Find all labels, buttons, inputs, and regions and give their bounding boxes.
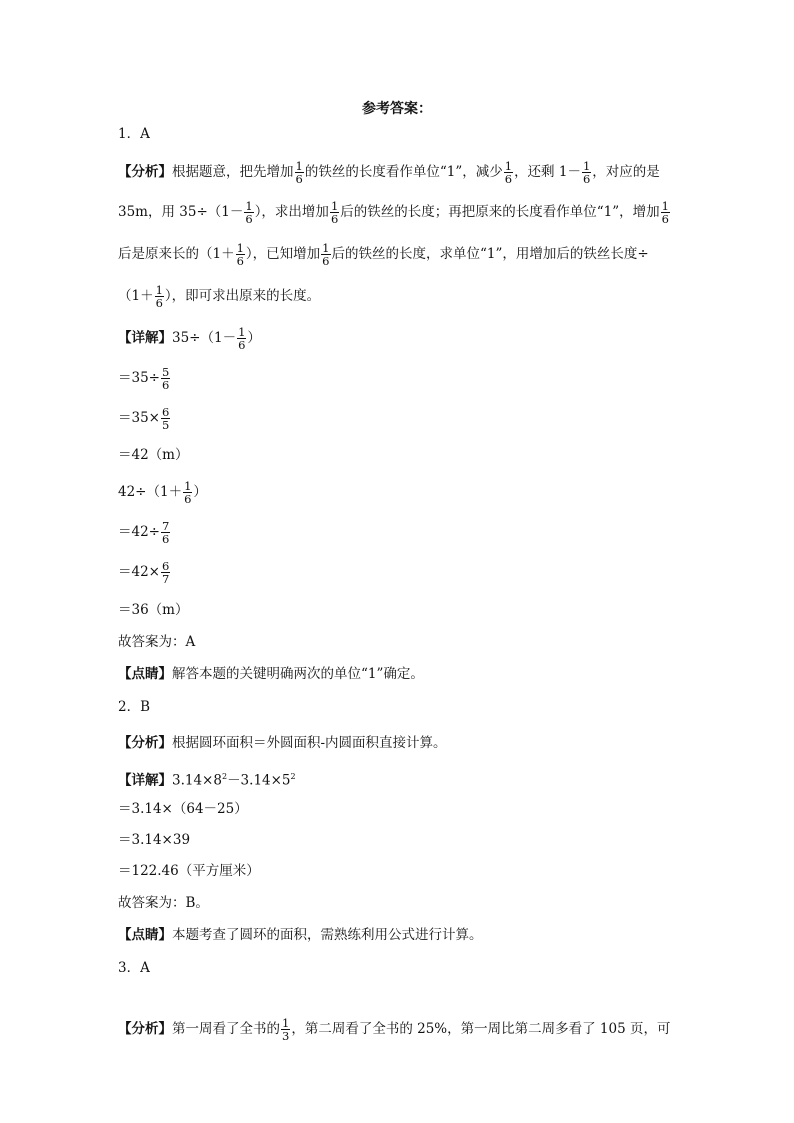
- q1-detail-line-1: 【详解】35÷（1－ $\frac{1}{6}$ ）: [118, 325, 261, 352]
- q1-detail-line-6: ＝42÷ $\frac{7}{6}$: [118, 519, 170, 546]
- q1-analysis-line-3: 后是原来长的（1＋ $\frac{1}{6}$ ），已知增加 $\frac{1}{6}$ 后的铁丝的长度，求单位“1”，用增加后的铁丝长度÷: [118, 241, 649, 268]
- fraction-one-sixth: $\frac{1}{6}$: [582, 159, 591, 186]
- q2-analysis: 【分析】根据圆环面积＝外圆面积-内圆面积直接计算。: [118, 735, 447, 751]
- fraction-one-sixth: $\frac{1}{6}$: [184, 479, 192, 506]
- q3-label: 3．A: [118, 960, 150, 976]
- q2-point: 【点睛】本题考查了圆环的面积，需熟练利用公式进行计算。: [118, 927, 483, 943]
- analysis-tag: 【分析】: [118, 1021, 172, 1037]
- fraction-seven-sixths: $\frac{7}{6}$: [162, 519, 170, 546]
- q1-label: 1．A: [118, 126, 150, 142]
- q2-detail-line-4: ＝122.46（平方厘米）: [118, 863, 260, 879]
- fraction-one-sixth: $\frac{1}{6}$: [504, 159, 513, 186]
- analysis-tag: 【分析】: [118, 164, 172, 180]
- q1-analysis-line-2: 35m，用 35÷（1－ $\frac{1}{6}$ ），求出增加 $\frac{1}{6}$ 后的铁丝的长度；再把原来的长度看作单位“1”，增加 $\frac{1}{6}$: [118, 199, 669, 226]
- fraction-one-sixth: $\frac{1}{6}$: [330, 199, 339, 226]
- fraction-one-sixth: $\frac{1}{6}$: [245, 199, 253, 226]
- q1-point: 【点睛】解答本题的关键明确两次的单位“1”确定。: [118, 666, 424, 682]
- q1-answer: 故答案为：A: [118, 634, 196, 650]
- q1-analysis-line-4: （1＋ $\frac{1}{6}$ ），即可求出原来的长度。: [118, 283, 321, 310]
- fraction-one-sixth: $\frac{1}{6}$: [155, 283, 163, 310]
- fraction-one-sixth: $\frac{1}{6}$: [295, 159, 303, 186]
- q1-detail-line-3: ＝35× $\frac{6}{5}$: [118, 405, 170, 432]
- page-title: 参考答案：: [362, 101, 432, 117]
- q2-detail-line-3: ＝3.14×39: [118, 832, 191, 848]
- fraction-six-sevenths: $\frac{6}{7}$: [162, 559, 170, 586]
- q3-analysis: 【分析】第一周看了全书的 $\frac{1}{3}$ ，第二周看了全书的 25%，第一周比第二周多看了 105 页，可: [118, 1016, 671, 1043]
- detail-tag: 【详解】: [118, 772, 172, 789]
- q1-detail-line-8: ＝36（m）: [118, 602, 189, 618]
- q1-detail-line-7: ＝42× $\frac{6}{7}$: [118, 559, 170, 586]
- q1-analysis-line-1: 【分析】根据题意，把先增加 $\frac{1}{6}$ 的铁丝的长度看作单位“1”，减少 $\frac{1}{6}$ ，还剩 1－ $\frac{1}{6}$ ，对应的是: [118, 159, 660, 186]
- q2-label: 2．B: [118, 699, 151, 715]
- fraction-one-sixth: $\frac{1}{6}$: [236, 241, 244, 268]
- fraction-one-third: $\frac{1}{3}$: [282, 1016, 290, 1043]
- q1-detail-line-4: ＝42（m）: [118, 447, 189, 463]
- q2-detail-line-1: 【详解】$3.14\times 8^2-3.14\times 5^2$: [118, 772, 296, 789]
- q2-detail-line-2: ＝3.14×（64－25）: [118, 801, 248, 817]
- exponent: 2: [290, 772, 296, 781]
- q2-answer: 故答案为：B。: [118, 895, 209, 911]
- fraction-five-sixths: $\frac{5}{6}$: [162, 365, 170, 392]
- exponent: 2: [221, 772, 228, 781]
- q1-detail-line-2: ＝35÷ $\frac{5}{6}$: [118, 365, 170, 392]
- q1-detail-line-5: 42÷（1＋ $\frac{1}{6}$ ）: [118, 479, 207, 506]
- fraction-one-sixth: $\frac{1}{6}$: [661, 199, 669, 226]
- detail-tag: 【详解】: [118, 330, 172, 346]
- fraction-six-fifths: $\frac{6}{5}$: [162, 405, 170, 432]
- point-tag: 【点睛】: [118, 927, 172, 943]
- fraction-one-sixth: $\frac{1}{6}$: [238, 325, 246, 352]
- analysis-tag: 【分析】: [118, 735, 172, 751]
- point-tag: 【点睛】: [118, 666, 172, 682]
- fraction-one-sixth: $\frac{1}{6}$: [322, 241, 330, 268]
